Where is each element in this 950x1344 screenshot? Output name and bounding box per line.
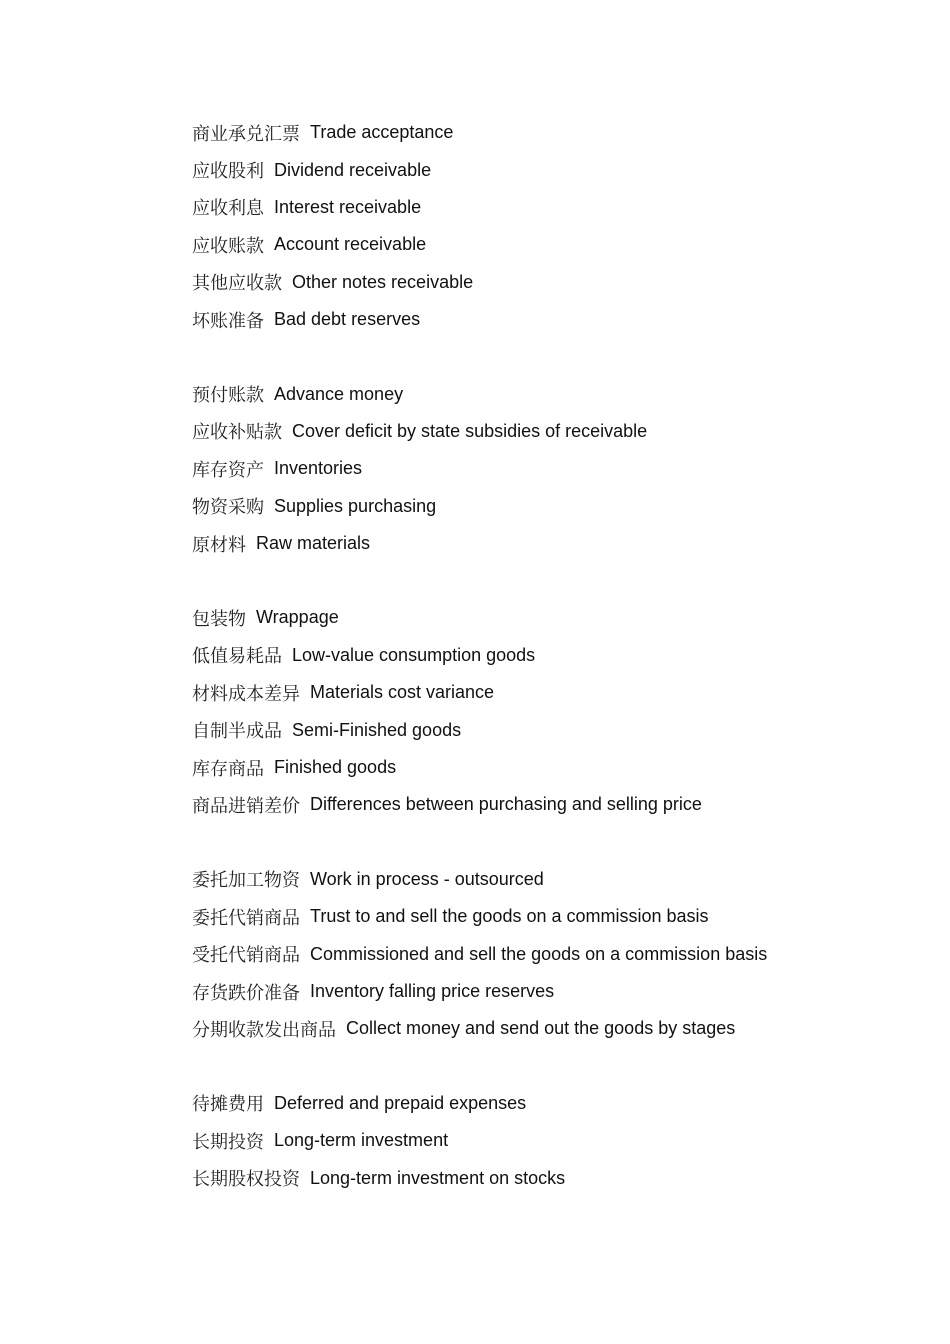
chinese-term: 委托代销商品 [192, 907, 300, 929]
term-group [192, 599, 892, 823]
english-term: Raw materials [256, 533, 371, 554]
term-row [192, 114, 892, 151]
term-row [192, 488, 892, 525]
term-row [192, 1122, 892, 1159]
chinese-term: 受托代销商品 [192, 945, 300, 967]
english-term: Trade acceptance [310, 122, 454, 143]
chinese-term: 委托加工物资 [192, 870, 300, 892]
chinese-term: 物资采购 [192, 497, 264, 519]
term-row [192, 711, 892, 748]
english-term: Dividend receivable [274, 159, 432, 180]
chinese-term: 待摊费用 [192, 1094, 264, 1116]
term-row [192, 1010, 892, 1047]
chinese-term: 预付账款 [192, 385, 264, 407]
english-term: Cover deficit by state subsidies of receivable [292, 420, 648, 441]
term-row [192, 189, 892, 226]
term-row [192, 674, 892, 711]
chinese-term: 其他应收款 [192, 273, 282, 295]
term-row [192, 935, 892, 972]
term-row [192, 973, 892, 1010]
english-term: Trust to and sell the goods on a commission basis [310, 906, 709, 927]
english-term: Materials cost variance [310, 682, 495, 703]
term-row [192, 861, 892, 898]
chinese-term: 长期股权投资 [192, 1169, 300, 1191]
english-term: Finished goods [274, 757, 397, 778]
term-row [192, 450, 892, 487]
english-term: Inventories [274, 458, 363, 479]
chinese-term: 商业承兑汇票 [192, 123, 300, 145]
term-group [192, 375, 892, 562]
english-term: Bad debt reserves [274, 309, 421, 330]
term-row [192, 749, 892, 786]
chinese-term: 库存资产 [192, 459, 264, 481]
term-row [192, 637, 892, 674]
english-term: Wrappage [256, 607, 339, 628]
term-row [192, 1085, 892, 1122]
term-row [192, 1159, 892, 1196]
chinese-term: 库存商品 [192, 758, 264, 780]
english-term: Work in process - outsourced [310, 868, 544, 889]
english-term: Interest receivable [274, 196, 422, 217]
english-term: Account receivable [274, 234, 427, 255]
english-term: Low-value consumption goods [292, 644, 536, 665]
chinese-term: 分期收款发出商品 [192, 1019, 336, 1041]
chinese-term: 应收账款 [192, 235, 264, 257]
chinese-term: 原材料 [192, 534, 246, 556]
chinese-term: 长期投资 [192, 1131, 264, 1153]
glossary-list [192, 114, 892, 1197]
chinese-term: 商品进销差价 [192, 795, 300, 817]
english-term: Other notes receivable [292, 271, 474, 292]
english-term: Inventory falling price reserves [310, 981, 555, 1001]
chinese-term: 自制半成品 [192, 721, 282, 743]
english-term: Long-term investment [274, 1130, 449, 1151]
english-term: Deferred and prepaid expenses [274, 1092, 527, 1113]
term-group [192, 114, 892, 338]
term-row [192, 226, 892, 263]
term-row [192, 413, 892, 450]
chinese-term: 坏账准备 [192, 310, 264, 332]
term-group [192, 861, 892, 1048]
chinese-term: 存货跌价准备 [192, 982, 300, 1004]
chinese-term: 应收利息 [192, 198, 264, 220]
english-term: Advance money [274, 383, 404, 404]
term-row [192, 599, 892, 636]
english-term: Long-term investment on stocks [310, 1167, 566, 1188]
term-row [192, 375, 892, 412]
chinese-term: 低值易耗品 [192, 646, 282, 668]
chinese-term: 包装物 [192, 608, 246, 630]
chinese-term: 材料成本差异 [192, 683, 300, 705]
term-row [192, 786, 892, 823]
chinese-term: 应收股利 [192, 161, 264, 183]
english-term: Commissioned and sell the goods on a commission basis [310, 943, 768, 964]
term-row [192, 264, 892, 301]
term-row [192, 301, 892, 338]
term-row [192, 525, 892, 562]
english-term: Supplies purchasing [274, 495, 437, 516]
term-group [192, 1085, 892, 1197]
term-row [192, 151, 892, 188]
english-term: Differences between purchasing and selling price [310, 794, 702, 815]
term-row [192, 898, 892, 935]
english-term: Semi-Finished goods [292, 719, 462, 740]
chinese-term: 应收补贴款 [192, 422, 282, 444]
english-term: Collect money and send out the goods by stages [346, 1018, 736, 1039]
